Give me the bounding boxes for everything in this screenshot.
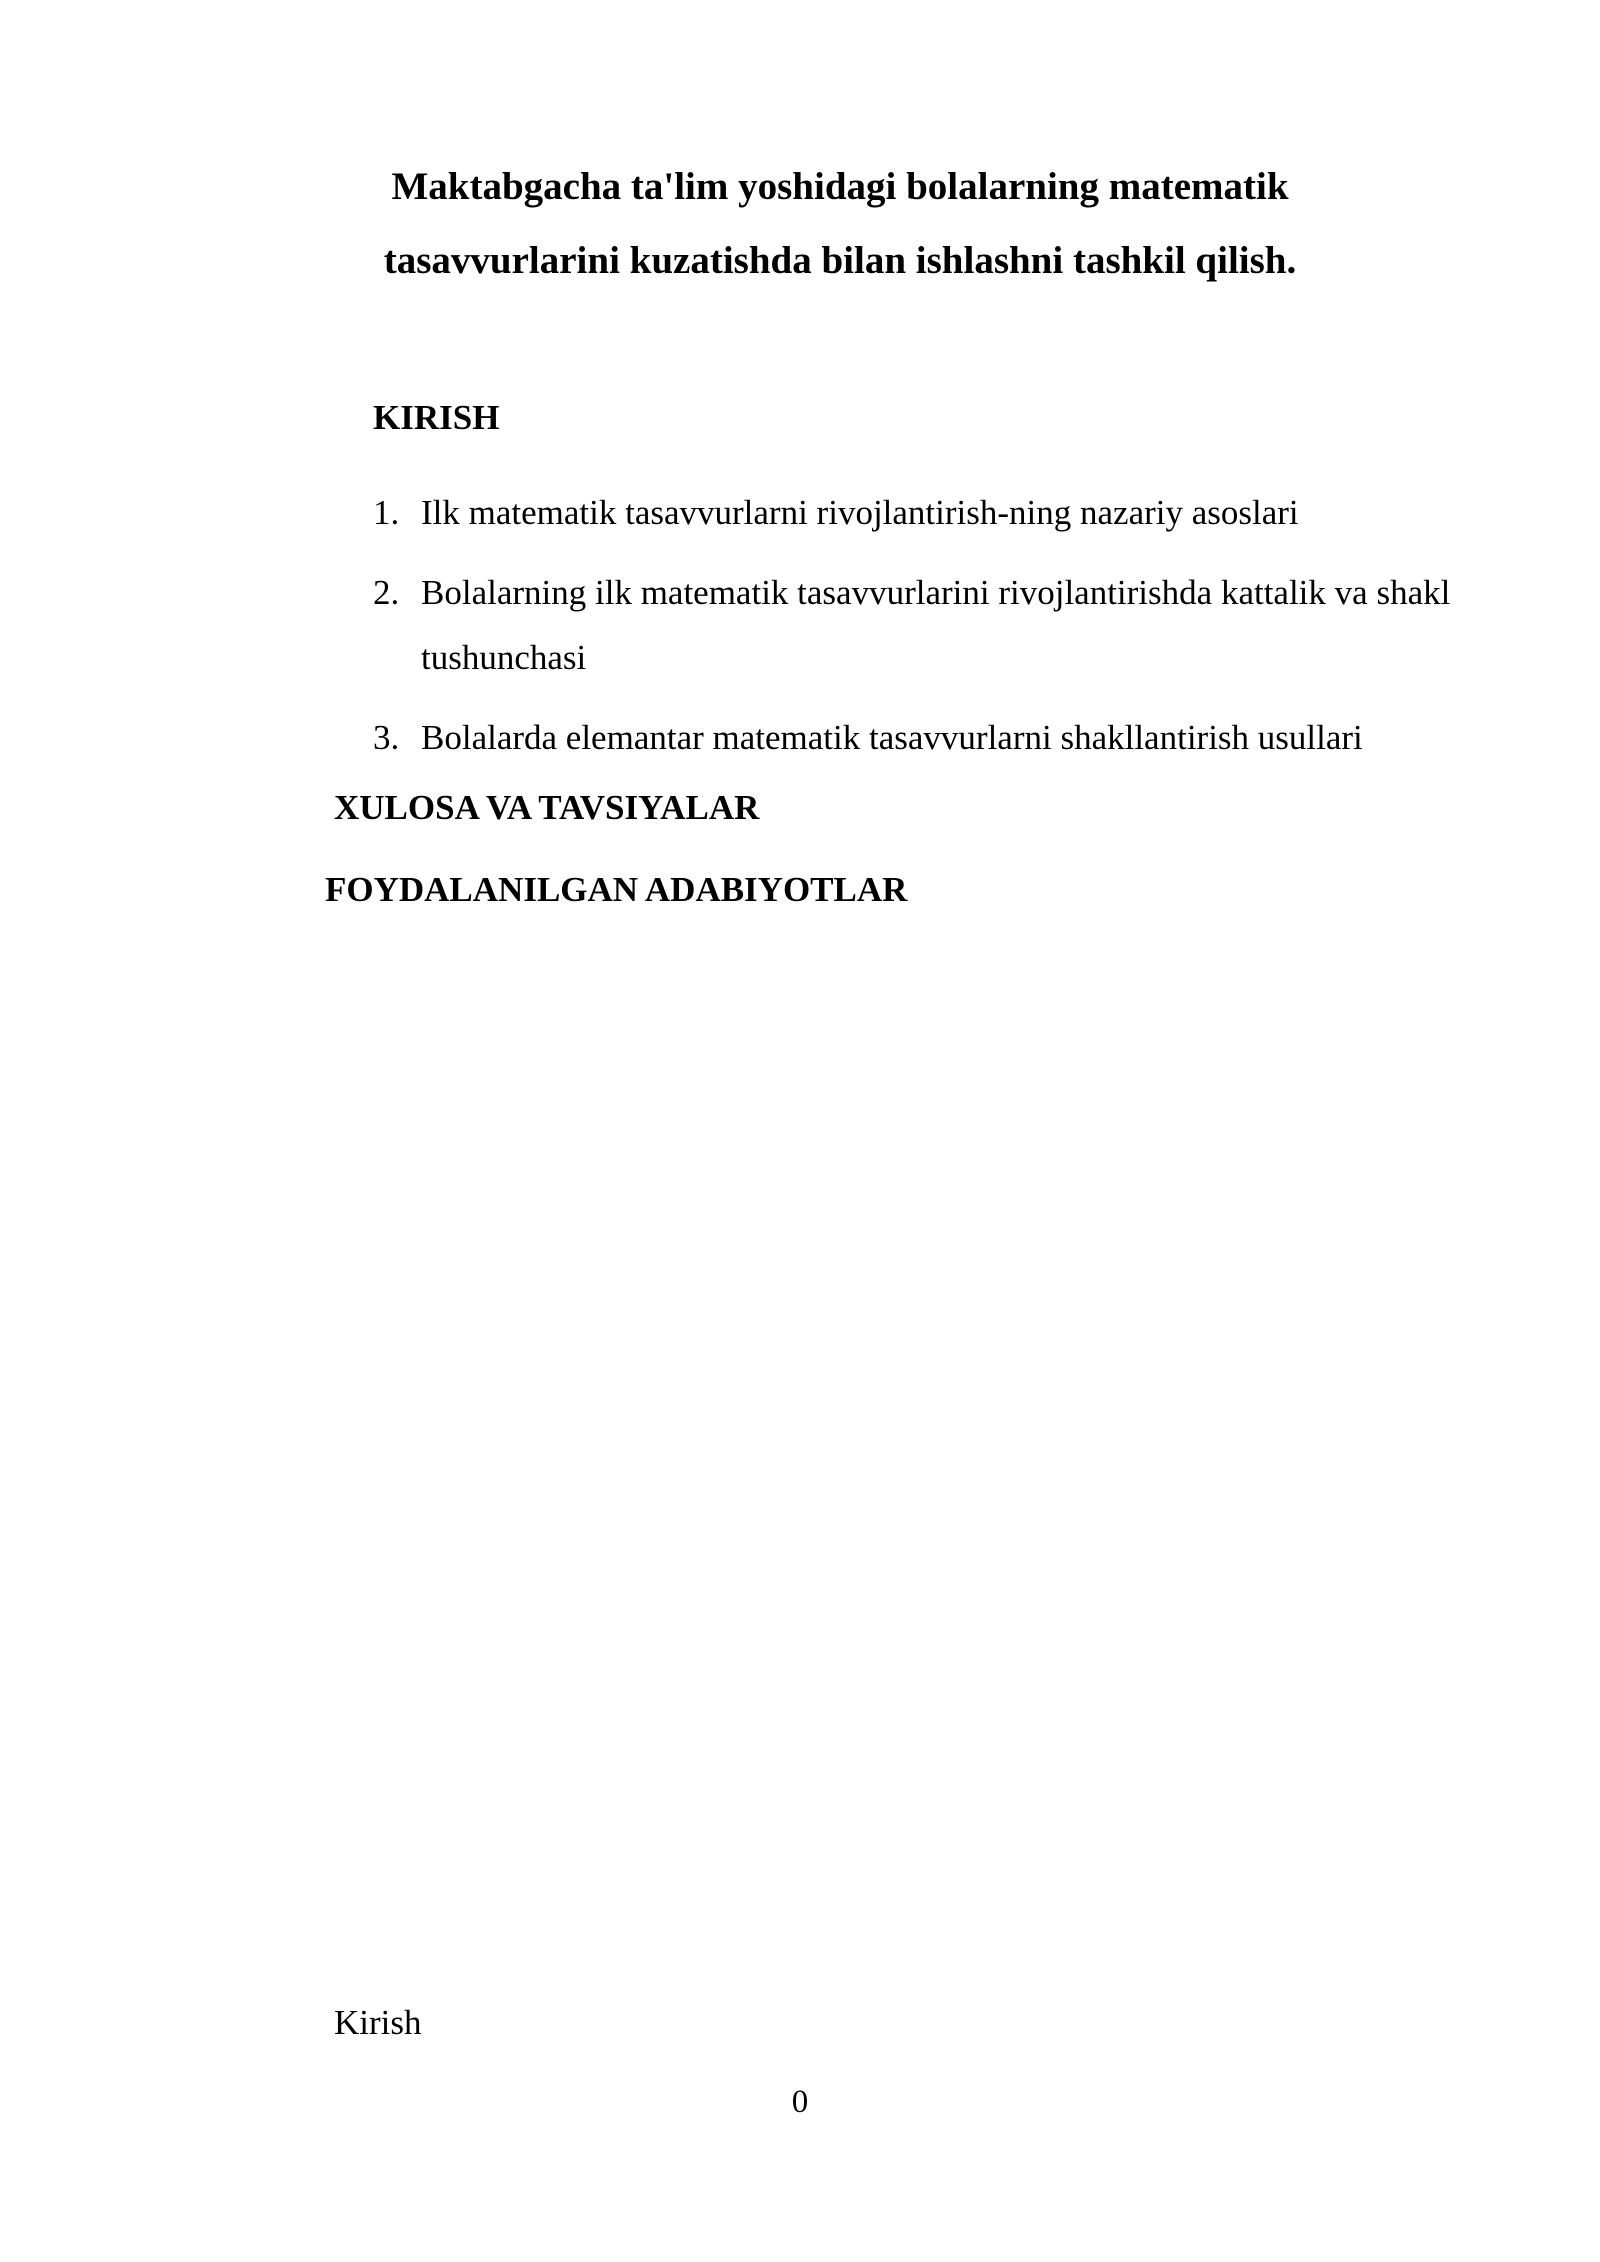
title-line-2: tasavvurlarini kuzatishda bilan ishlashni tashkil qilish. <box>383 239 1297 282</box>
toc-heading-conclusion: XULOSA VA TAVSIYALAR <box>334 788 760 827</box>
toc-item-number: 3. <box>373 718 400 757</box>
toc-item-text: Bolalarning ilk matematik tasavvurlarini rivojlantirishda kattalik va shakl tushunchasi <box>421 573 1451 677</box>
section-start-text: Kirish <box>334 2003 422 2042</box>
toc-item-2 <box>373 560 1473 690</box>
toc-item-text: Ilk matematik tasavvurlarni rivojlantirish-ning nazariy asoslari <box>421 493 1299 532</box>
toc-heading-intro: KIRISH <box>373 398 500 437</box>
title-line-1: Maktabgacha ta'lim yoshidagi bolalarning matematik <box>391 165 1289 208</box>
toc-item-3 <box>373 705 1473 770</box>
page-number: 0 <box>791 2084 809 2120</box>
toc-item-1 <box>373 480 1473 545</box>
toc-heading-references: FOYDALANILGAN ADABIYOTLAR <box>325 870 908 909</box>
table-of-contents-list <box>373 480 1473 770</box>
document-title <box>240 150 1440 298</box>
toc-item-text: Bolalarda elemantar matematik tasavvurlarni shakllantirish usullari <box>421 718 1363 757</box>
toc-item-number: 2. <box>373 573 400 612</box>
toc-item-number: 1. <box>373 493 400 532</box>
